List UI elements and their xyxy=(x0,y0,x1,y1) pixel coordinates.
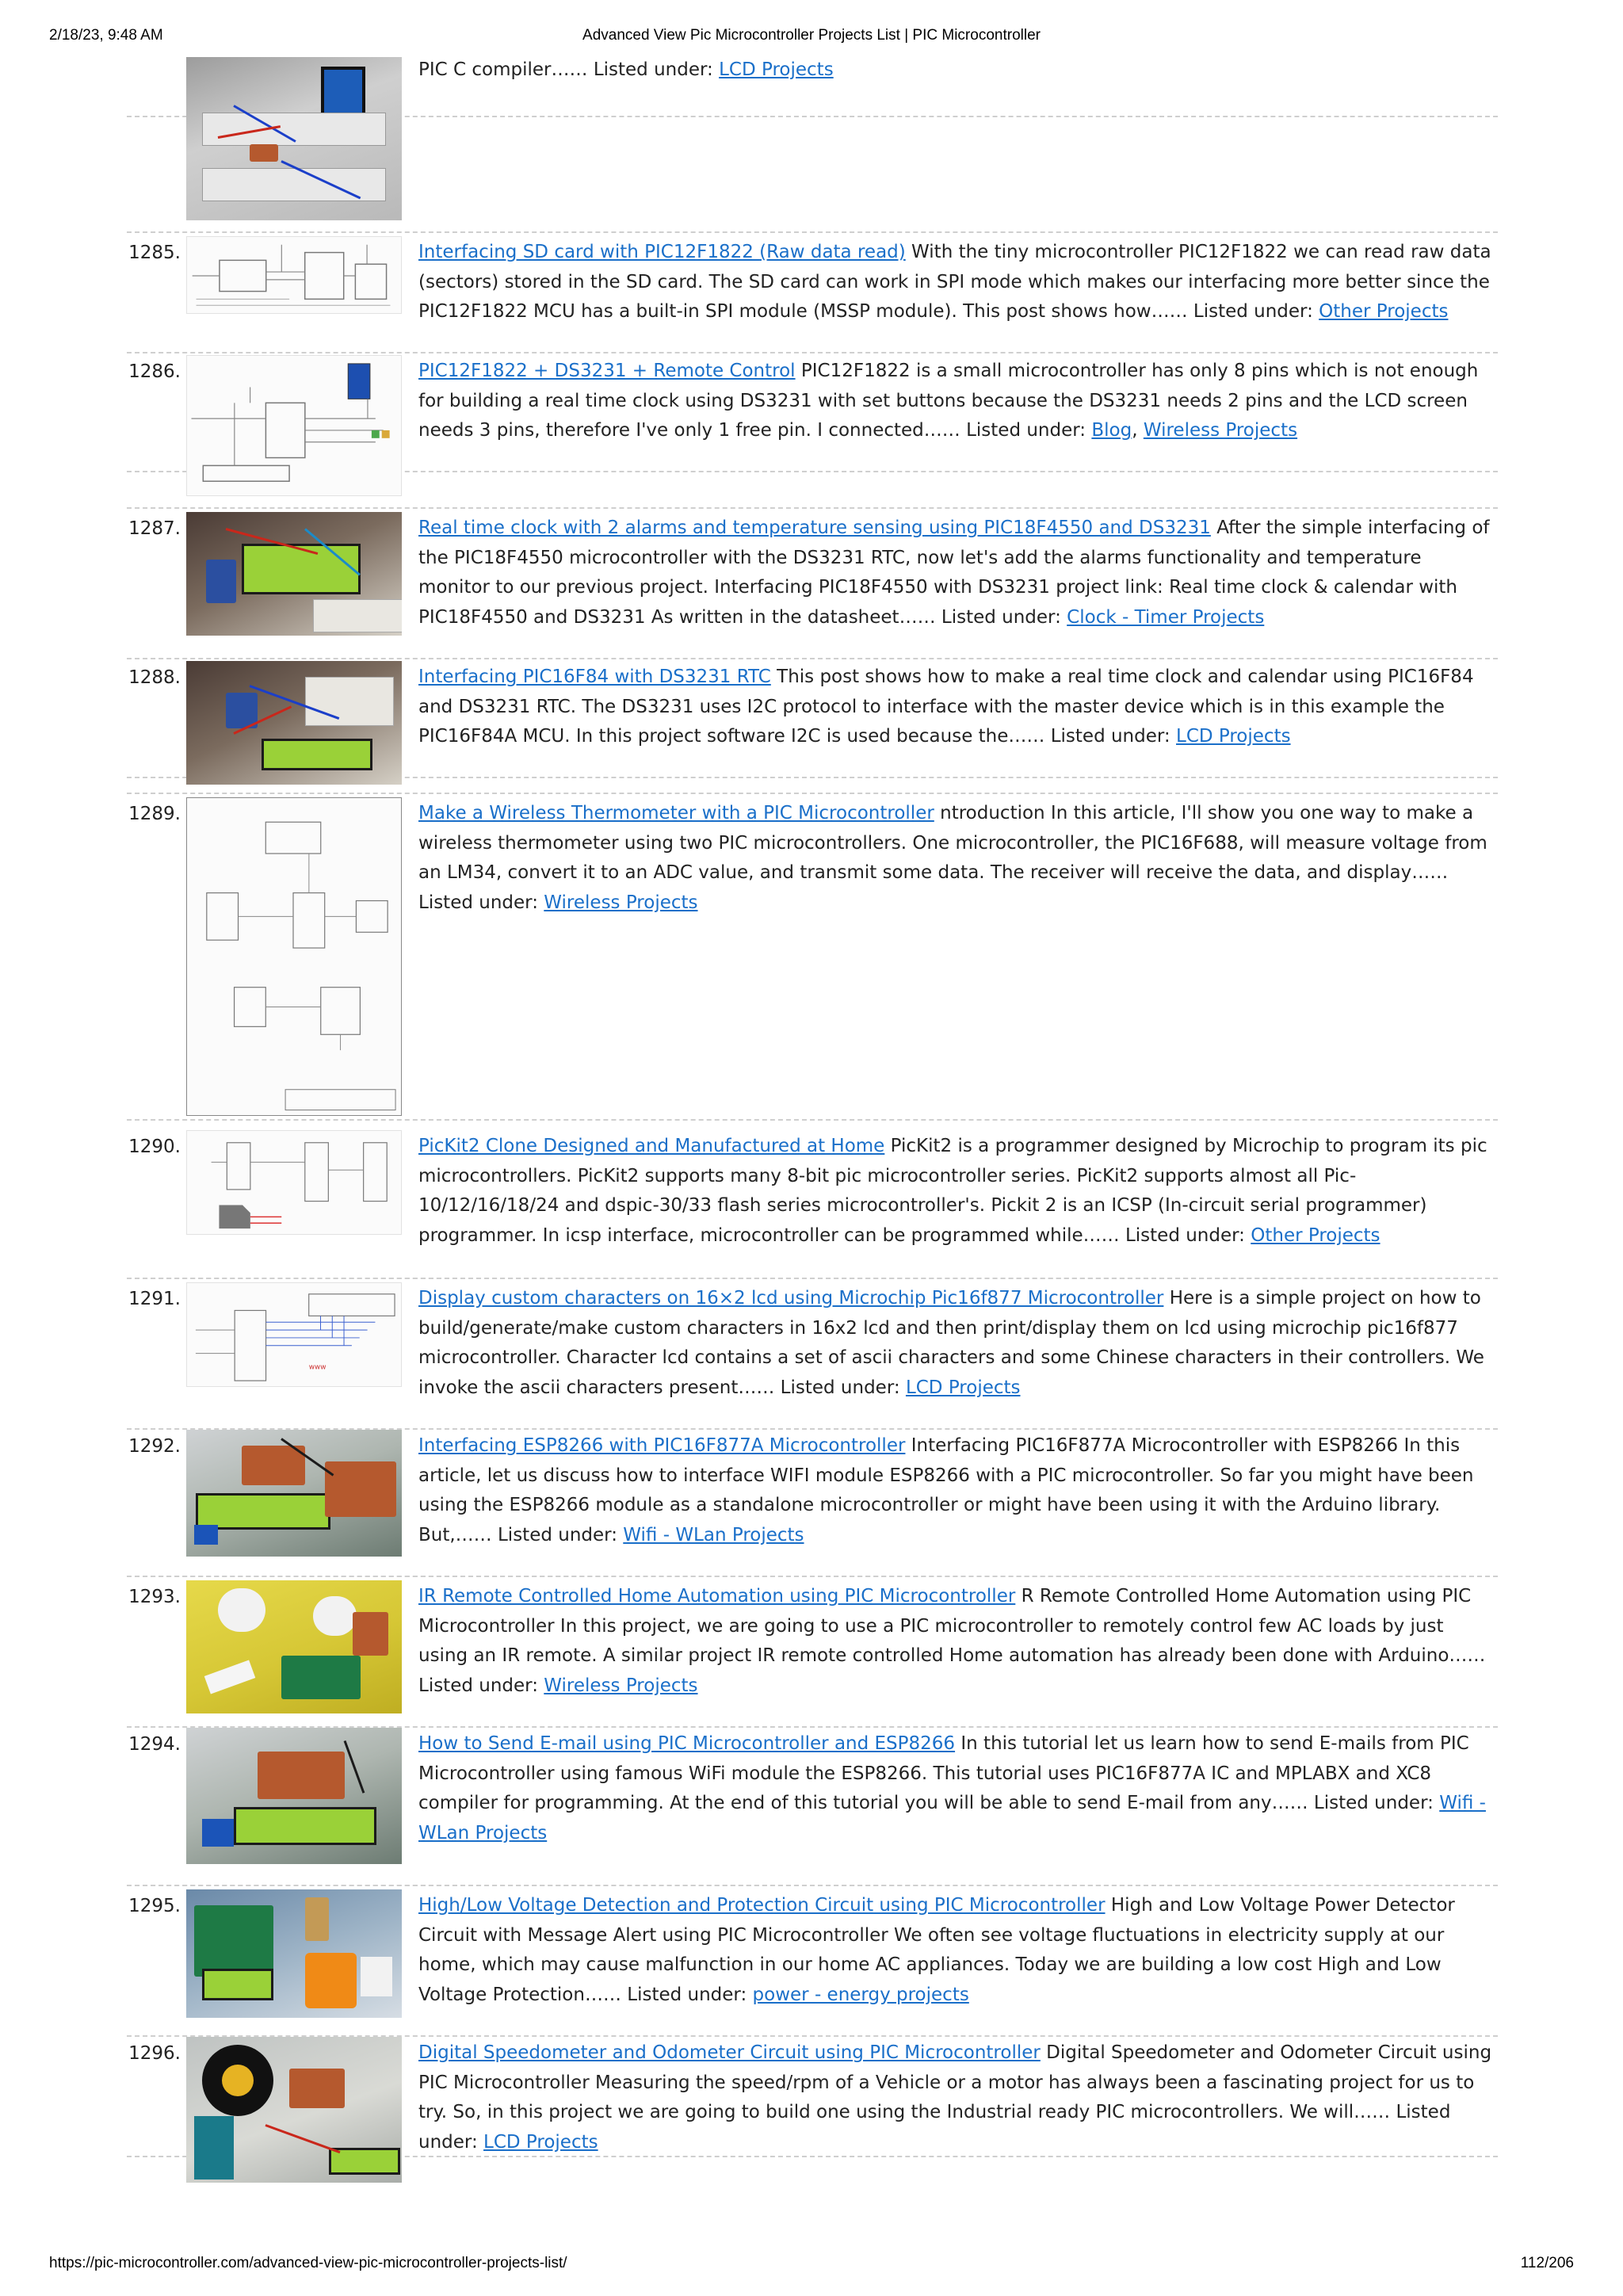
project-title-link[interactable]: Digital Speedometer and Odometer Circuit using PIC Microcontroller xyxy=(418,2042,1041,2063)
print-footer xyxy=(0,2255,1623,2279)
project-entry xyxy=(127,1127,1498,1279)
category-link[interactable]: LCD Projects xyxy=(1176,726,1291,747)
category-link[interactable]: Blog xyxy=(1091,420,1132,441)
project-entry xyxy=(127,1725,1498,1886)
project-description: Interfacing SD card with PIC12F1822 (Raw data read) With the tiny microcontroller PIC12F1822 we can read raw data (sectors) stored in the SD card. The SD card can work in SPI mode which makes our interfacing more better since the PIC12F1822 MCU has a built-in SPI module (MSSP module). This post shows how…… Listed under: Other Projects xyxy=(418,242,1491,323)
project-entry xyxy=(127,658,1498,778)
category-link[interactable]: Clock - Timer Projects xyxy=(1067,606,1265,628)
project-title-link[interactable]: Real time clock with 2 alarms and temperature sensing using PIC18F4550 and DS3231 xyxy=(418,518,1211,538)
entry-number: 1292. xyxy=(128,1436,181,1457)
project-thumbnail[interactable] xyxy=(186,1130,402,1235)
project-title-link[interactable]: PicKit2 Clone Designed and Manufactured at Home xyxy=(418,1136,885,1156)
project-description: PicKit2 Clone Designed and Manufactured at Home PicKit2 is a programmer designed by Microchip to program its pic microcontrollers. PicKit2 supports many 8-bit pic microcontroller series. PicKit2 supports almost all Pic-10/12/16/18/24 and dspic-30/33 flash series microcontroller's. Pickit 2 is an ICSP (In-circuit serial programmer) programmer. In icsp interface, microcontroller can be programmed while…… Listed under: Other Projects xyxy=(418,1136,1487,1246)
entry-number: 1294. xyxy=(128,1734,181,1755)
project-thumbnail[interactable] xyxy=(186,661,402,785)
project-thumbnail[interactable] xyxy=(186,1889,402,2018)
project-entry xyxy=(127,231,1498,353)
project-description: Make a Wireless Thermometer with a PIC Microcontroller ntroduction In this article, I'll show you one way to make a wireless thermometer using two PIC microcontrollers. One microcontroller, the PIC16F688, will measure voltage from an LM34, convert it to an ADC value, and transmit some data. The receiver will receive the data, and display…… Listed under: Wireless Projects xyxy=(418,803,1487,913)
category-link[interactable]: LCD Projects xyxy=(483,2131,598,2153)
category-link[interactable]: power - energy projects xyxy=(752,1984,969,2005)
project-title-link[interactable]: IR Remote Controlled Home Automation using PIC Microcontroller xyxy=(418,1586,1016,1606)
project-thumbnail[interactable] xyxy=(186,797,402,1116)
project-entry xyxy=(127,793,1498,1121)
project-entry xyxy=(127,52,1498,117)
project-description: IR Remote Controlled Home Automation using PIC Microcontroller R Remote Controlled Home Automation using PIC Microcontroller In this project, we are going to use a PIC microcontroller to remotely control few AC loads by just using an IR remote. A similar project IR remote controlled Home automation has already been done with Arduino…… Listed under: Wireless Projects xyxy=(418,1586,1486,1696)
category-link[interactable]: Other Projects xyxy=(1251,1224,1381,1246)
category-link[interactable]: Wireless Projects xyxy=(1143,420,1298,441)
entry-number: 1286. xyxy=(128,361,181,382)
project-title-link[interactable]: Interfacing PIC16F84 with DS3231 RTC xyxy=(418,667,771,687)
project-description: PIC C compiler…… Listed under: LCD Projects xyxy=(418,59,834,80)
category-link[interactable]: LCD Projects xyxy=(719,59,834,80)
project-entry xyxy=(127,1427,1498,1577)
project-entry xyxy=(127,507,1498,659)
project-thumbnail[interactable] xyxy=(186,236,402,314)
print-header xyxy=(0,27,1623,51)
project-description: Interfacing ESP8266 with PIC16F877A Microcontroller Interfacing PIC16F877A Microcontroller with ESP8266 In this article, let us discuss how to interface WIFI module ESP8266 with a PIC microcontroller. So far you might have been using the ESP8266 module as a standalone microcontroller or might have been using it with the Arduino library. But,…… Listed under: Wifi - WLan Projects xyxy=(418,1435,1474,1545)
project-title-link[interactable]: Make a Wireless Thermometer with a PIC Microcontroller xyxy=(418,803,934,823)
entry-number: 1288. xyxy=(128,667,181,688)
project-thumbnail[interactable] xyxy=(186,1282,402,1387)
project-entry xyxy=(127,1885,1498,2037)
project-thumbnail[interactable] xyxy=(186,57,402,220)
print-page-title: Advanced View Pic Microcontroller Projects List | PIC Microcontroller xyxy=(582,27,1041,44)
category-link[interactable]: LCD Projects xyxy=(905,1377,1021,1398)
project-thumbnail[interactable] xyxy=(186,512,402,636)
project-entry xyxy=(127,2034,1498,2157)
entry-number: 1295. xyxy=(128,1896,181,1916)
project-title-link[interactable]: Interfacing ESP8266 with PIC16F877A Microcontroller xyxy=(418,1435,906,1456)
project-thumbnail[interactable] xyxy=(186,1580,402,1713)
category-link[interactable]: Wifi - WLan Projects xyxy=(623,1524,804,1545)
category-link[interactable]: Other Projects xyxy=(1319,301,1449,323)
project-thumbnail[interactable] xyxy=(186,1430,402,1557)
print-datetime: 2/18/23, 9:48 AM xyxy=(49,27,163,44)
project-description: Display custom characters on 16×2 lcd using Microchip Pic16f877 Microcontroller Here is a simple project on how to build/generate/make custom characters in 16x2 lcd and then print/display them on lcd using microchip pic16f877 microcontroller. Character lcd contains a set of ascii characters and some Chinese characters in their controllers. We invoke the ascii characters present…… Listed under: LCD Projects xyxy=(418,1288,1484,1398)
entry-number: 1285. xyxy=(128,243,181,263)
category-link[interactable]: Wireless Projects xyxy=(544,1675,698,1696)
project-description: How to Send E-mail using PIC Microcontroller and ESP8266 In this tutorial let us learn how to send E-mails from PIC Microcontroller using famous WiFi module the ESP8266. This tutorial uses PIC16F877A IC and MPLABX and XC8 compiler for programming. At the end of this tutorial you will be able to send E-mail from any…… Listed under: Wifi - WLan Projects xyxy=(418,1733,1486,1843)
project-entry xyxy=(127,1576,1498,1728)
project-entry xyxy=(127,352,1498,472)
project-entry xyxy=(127,1278,1498,1430)
category-link[interactable]: Wifi - WLan Projects xyxy=(418,1793,1486,1843)
project-thumbnail[interactable] xyxy=(186,355,402,496)
entry-number: 1296. xyxy=(128,2043,181,2064)
category-link[interactable]: Wireless Projects xyxy=(544,892,698,913)
project-title-link[interactable]: PIC12F1822 + DS3231 + Remote Control xyxy=(418,361,796,381)
project-description: Digital Speedometer and Odometer Circuit using PIC Microcontroller Digital Speedometer and Odometer Circuit using PIC Microcontroller Measuring the speed/rpm of a Vehicle or a motor has always been a fascinating project for us to try. So, in this project we are going to build one using the Industrial ready PIC microcontrollers. We will…… Listed under: LCD Projects xyxy=(418,2042,1492,2153)
project-title-link[interactable]: Interfacing SD card with PIC12F1822 (Raw data read) xyxy=(418,242,906,262)
project-title-link[interactable]: Display custom characters on 16×2 lcd using Microchip Pic16f877 Microcontroller xyxy=(418,1288,1164,1308)
project-title-link[interactable]: How to Send E-mail using PIC Microcontroller and ESP8266 xyxy=(418,1733,956,1754)
entry-number: 1289. xyxy=(128,804,181,824)
project-description: PIC12F1822 + DS3231 + Remote Control PIC12F1822 is a small microcontroller has only 8 pins which is not enough for building a real time clock using DS3231 with set buttons because the DS3231 needs 2 pins and the LCD screen needs 3 pins, therefore I've only 1 free pin. I connected…… Listed under: Blog, Wireless Projects xyxy=(418,361,1479,441)
project-thumbnail[interactable] xyxy=(186,2037,402,2183)
project-description: High/Low Voltage Detection and Protection Circuit using PIC Microcontroller High and Low Voltage Power Detector Circuit with Message Alert using PIC Microcontroller We often see voltage fluctuations in electricity supply at our home, which may cause malfunction in our home AC appliances. Today we are building a low cost High and Low Voltage Protection…… Listed under: power - energy projects xyxy=(418,1895,1455,2005)
entry-number: 1293. xyxy=(128,1587,181,1607)
entry-number: 1290. xyxy=(128,1137,181,1157)
entry-number: 1291. xyxy=(128,1289,181,1309)
project-title-link[interactable]: High/Low Voltage Detection and Protection Circuit using PIC Microcontroller xyxy=(418,1895,1106,1916)
entry-number: 1287. xyxy=(128,518,181,539)
print-url: https://pic-microcontroller.com/advanced-view-pic-microcontroller-projects-list/ xyxy=(49,2255,567,2271)
project-description: Real time clock with 2 alarms and temperature sensing using PIC18F4550 and DS3231 After the simple interfacing of the PIC18F4550 microcontroller with the DS3231 RTC, now let's add the alarms functionality and temperature monitor to our previous project. Interfacing PIC18F4550 with DS3231 project link: Real time clock & calendar with PIC18F4550 and DS3231 As written in the datasheet…… Listed under: Clock - Timer Projects xyxy=(418,518,1490,628)
svg-text:www: www xyxy=(308,1363,327,1372)
project-thumbnail[interactable] xyxy=(186,1728,402,1864)
page-number: 112/206 xyxy=(1520,2255,1574,2271)
project-description: Interfacing PIC16F84 with DS3231 RTC This post shows how to make a real time clock and calendar using PIC16F84 and DS3231 RTC. The DS3231 uses I2C protocol to interface with the master device which is in this example the PIC16F84A MCU. In this project software I2C is used because the…… Listed under: LCD Projects xyxy=(418,667,1474,747)
